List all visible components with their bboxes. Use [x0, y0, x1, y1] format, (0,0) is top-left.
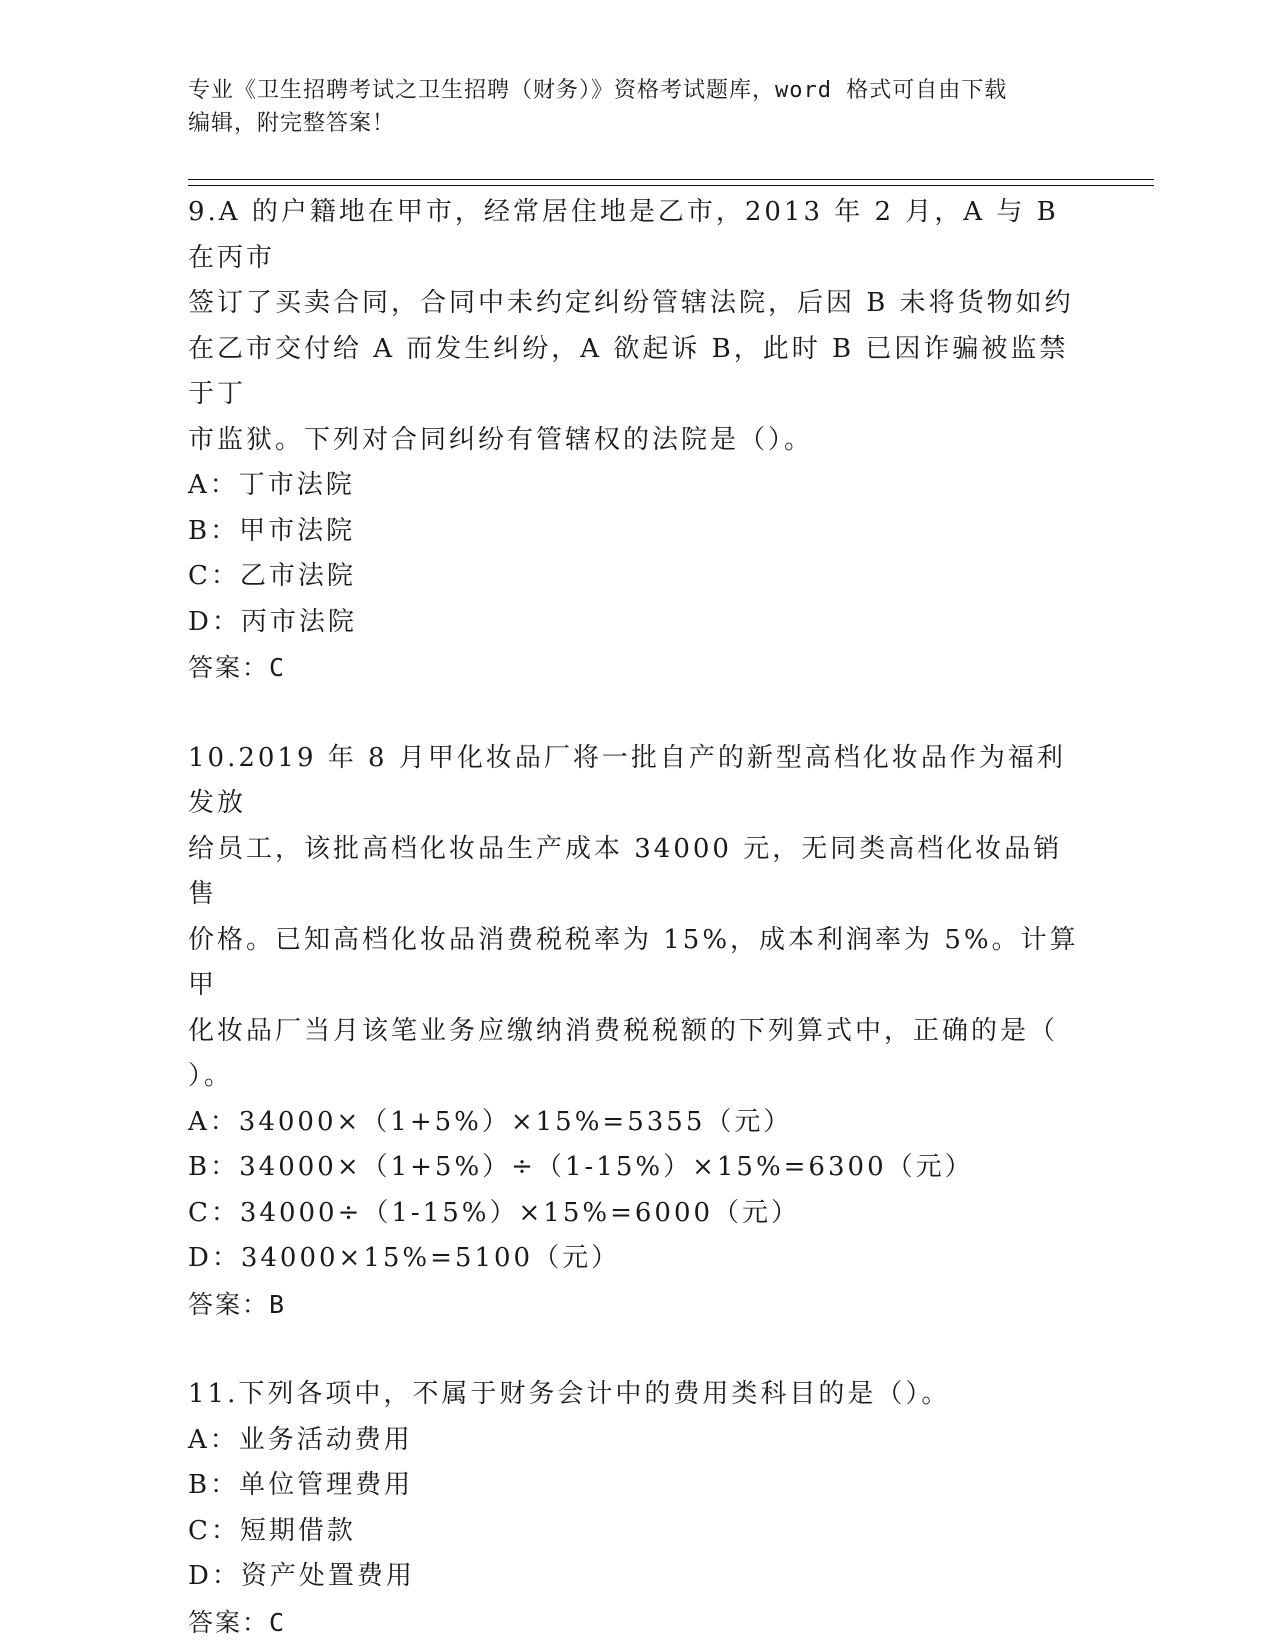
answer: 答案：B [188, 1289, 287, 1319]
question-11 [188, 1372, 1088, 1645]
option-a: A：34000×（1+5%）×15%=5355（元） [188, 1106, 793, 1137]
option-a: A：丁市法院 [188, 470, 355, 500]
stem-line: 化妆品厂当月该笔业务应缴纳消费税税额的下列算式中，正确的是（ [188, 1015, 1059, 1046]
stem-line: 10.2019 年 8 月甲化妆品厂将一批自产的新型高档化妆品作为福利发放 [188, 742, 1066, 818]
document-header [188, 74, 1068, 140]
option-c: C：短期借款 [188, 1515, 356, 1546]
stem-line: 在乙市交付给 A 而发生纠纷，A 欲起诉 B，此时 B 已因诈骗被监禁于丁 [188, 333, 1069, 409]
question-9 [188, 190, 1088, 691]
option-d: D：资产处置费用 [188, 1561, 415, 1591]
question-stem [188, 736, 1088, 1100]
header-line-2: 编辑，附完整答案！ [188, 111, 396, 136]
stem-line: 9.A 的户籍地在甲市，经常居住地是乙市，2013 年 2 月，A 与 B 在丙市 [188, 197, 1059, 273]
stem-line: 市监狱。下列对合同纠纷有管辖权的法院是（）。 [188, 424, 814, 455]
option-a: A：业务活动费用 [188, 1424, 413, 1455]
header-line-1: 专业《卫生招聘考试之卫生招聘（财务）》资格考试题库，word 格式可自由下载 [188, 78, 1008, 103]
option-c: C：34000÷（1-15%）×15%=6000（元） [188, 1197, 801, 1228]
question-10 [188, 736, 1088, 1328]
header-divider-bottom [188, 185, 1154, 186]
question-stem [188, 1372, 1088, 1418]
question-spacer [188, 691, 1088, 736]
option-b: B：单位管理费用 [188, 1470, 414, 1500]
stem-line: ）。 [188, 1061, 234, 1091]
question-spacer [188, 1327, 1088, 1372]
stem-line: 签订了买卖合同，合同中未约定纠纷管辖法院，后因 B 未将货物如约 [188, 288, 1074, 318]
stem-line: 11.下列各项中，不属于财务会计中的费用类科目的是（）。 [188, 1379, 951, 1409]
answer: 答案：C [188, 653, 287, 682]
header-divider-top [188, 179, 1154, 180]
stem-line: 价格。已知高档化妆品消费税税率为 15%，成本利润率为 5%。计算甲 [188, 924, 1079, 1000]
option-d: D：34000×15%=5100（元） [188, 1243, 621, 1273]
option-d: D：丙市法院 [188, 606, 357, 637]
option-b: B：甲市法院 [188, 515, 356, 546]
option-b: B：34000×（1+5%）÷（1-15%）×15%=6300（元） [188, 1152, 974, 1182]
question-stem [188, 190, 1088, 463]
option-c: C：乙市法院 [188, 561, 356, 591]
question-list [188, 190, 1088, 1645]
stem-line: 给员工，该批高档化妆品生产成本 34000 元，无同类高档化妆品销售 [188, 833, 1063, 909]
answer: 答案：C [188, 1607, 287, 1637]
